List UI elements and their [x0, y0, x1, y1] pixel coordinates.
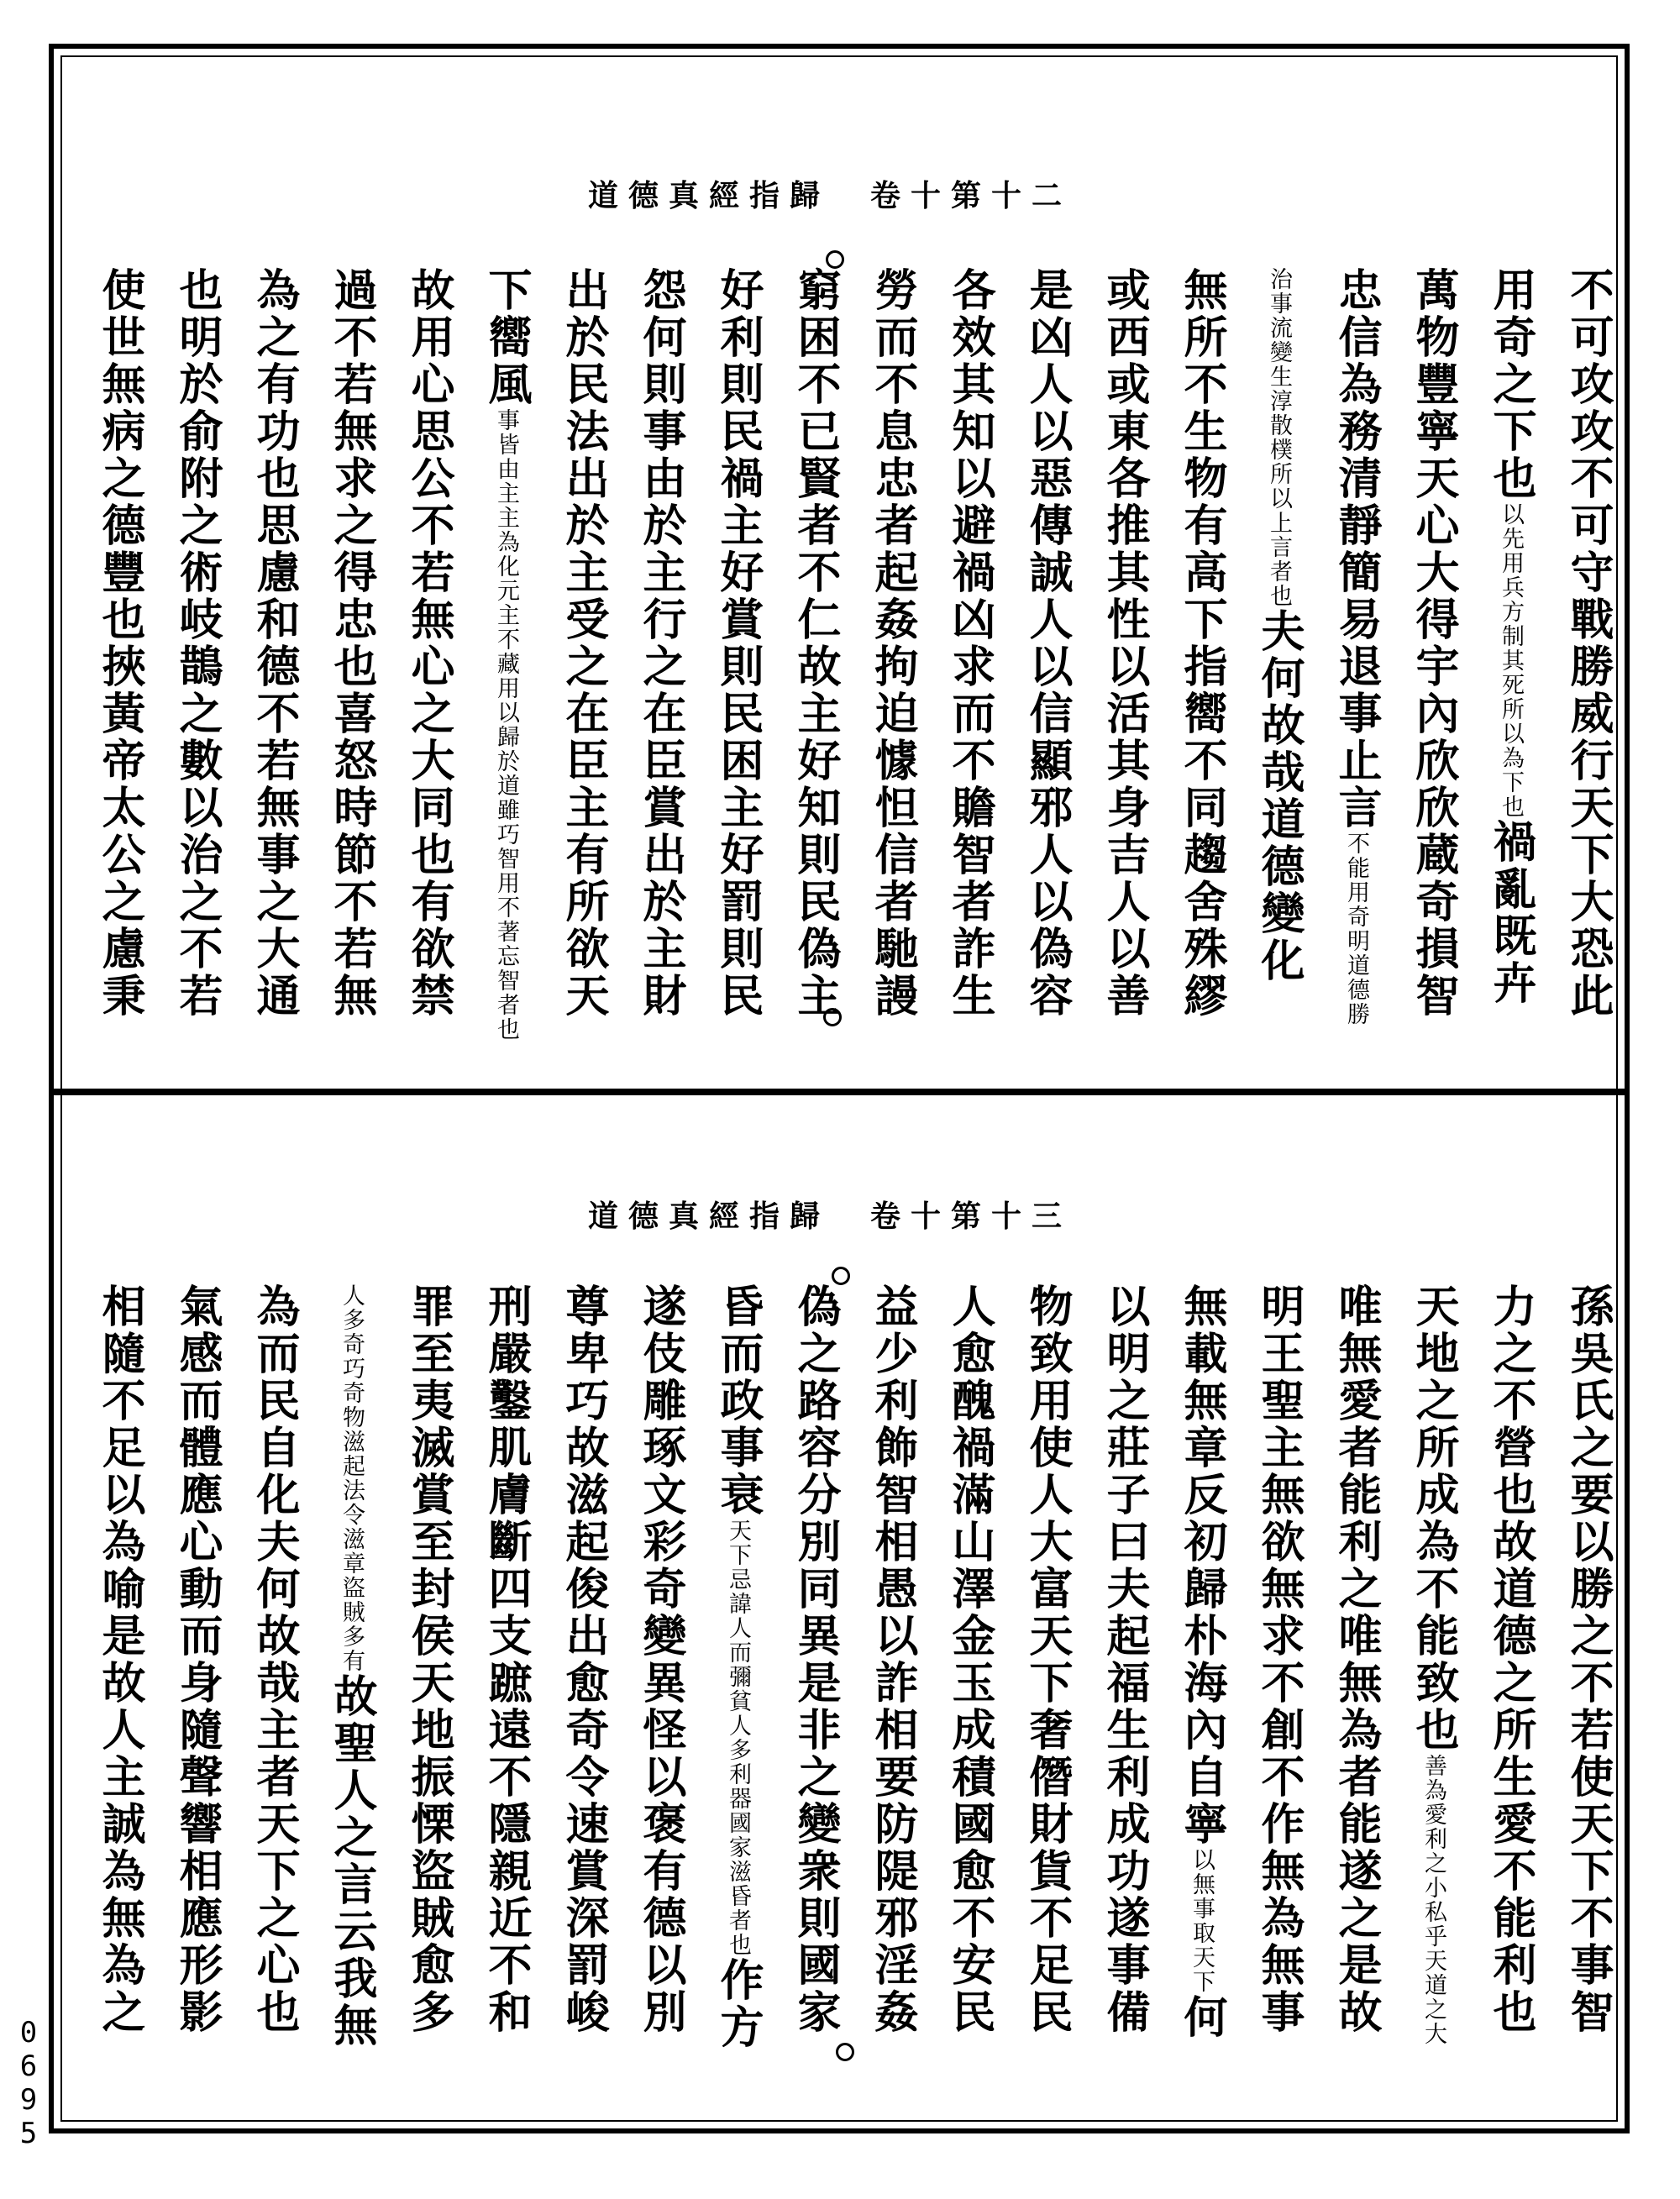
column-main-text: 物致用使人大富天下奢僭財貨不足民 [1021, 1283, 1073, 2036]
text-column [403, 1283, 454, 2036]
column-main-text: 何 [1176, 1994, 1227, 2041]
column-main-text: 故聖人之言云我無 [326, 1673, 377, 2049]
column-main-text: 天地之所成為不能致也 [1408, 1283, 1459, 1754]
text-column [171, 267, 222, 1020]
column-annotation: 善為愛利之小私乎天道之大 [1420, 1754, 1446, 2046]
column-main-text: 或西或東各推其性以活其身吉人以善 [1099, 267, 1150, 1020]
column-main-text: 為之有功也思慮和德不若無事之大通 [249, 267, 300, 1020]
text-column [944, 1283, 995, 2036]
text-column [867, 1283, 917, 2036]
column-annotation: 以先用兵方制其死所以為下也 [1498, 502, 1524, 819]
text-column [94, 1283, 144, 2036]
text-column [1408, 267, 1458, 1020]
section-1-header: 道德真經指歸 卷十第十二 [588, 178, 1073, 213]
text-column [558, 1283, 608, 2036]
text-column [1176, 1283, 1226, 2041]
text-column [480, 1283, 531, 2036]
text-column [1099, 1283, 1149, 2036]
text-column [944, 267, 995, 1020]
column-main-text: 作方 [712, 1957, 764, 2051]
column-main-text: 勞而不息忠者起姦拘迫懅怛信者馳謾 [867, 267, 918, 1020]
text-column [403, 267, 454, 1020]
text-column [558, 267, 608, 1020]
page-number: 0695 [12, 2016, 45, 2150]
text-column [1408, 1283, 1458, 2046]
column-main-text: 偽之路容分別同異是非之變衆則國家 [790, 1283, 841, 2036]
column-annotation: 以無事取天下 [1189, 1848, 1215, 1994]
column-main-text: 故用心思公不若無心之大同也有欲禁 [403, 267, 454, 1020]
column-main-text: 怨何則事由於主行之在臣賞出於主財 [635, 267, 686, 1020]
text-column [867, 267, 917, 1020]
column-annotation: 治事流變生淳散樸所以上言者也 [1266, 267, 1292, 608]
column-main-text: 使世無病之德豐也挾黃帝太公之慮秉 [94, 267, 145, 1020]
page-divider [49, 1089, 1630, 1095]
column-main-text: 昏而政事衰 [712, 1283, 764, 1519]
circle-mark [832, 1267, 850, 1285]
column-main-text: 無所不生物有高下指嚮不同趨舍殊繆 [1176, 267, 1227, 1020]
column-main-text: 不可攻攻不可守戰勝威行天下大恐此 [1562, 267, 1614, 1020]
text-column [790, 267, 840, 1020]
column-main-text: 以明之莊子曰夫起福生利成功遂事備 [1099, 1283, 1150, 2036]
column-main-text: 為而民自化夫何故哉主者天下之心也 [249, 1283, 300, 2036]
text-column [1099, 267, 1149, 1020]
column-annotation: 不能用奇明道德勝 [1343, 832, 1369, 1026]
column-main-text: 唯無愛者能利之唯無為者能遂之是故 [1331, 1283, 1382, 2036]
column-main-text: 是凶人以惡傳誠人以信顯邪人以偽容 [1021, 267, 1073, 1020]
text-column [171, 1283, 222, 2036]
column-main-text: 刑嚴鑿肌膚斷四支蹠遠不隱親近不和 [480, 1283, 532, 2036]
text-column [480, 267, 531, 1042]
column-main-text: 明王聖主無欲無求不創不作無為無事 [1253, 1283, 1305, 2036]
text-column [249, 1283, 299, 2036]
column-main-text: 用奇之下也 [1485, 267, 1536, 502]
column-main-text: 孫吳氏之要以勝之不若使天下不事智 [1562, 1283, 1614, 2036]
text-column [249, 267, 299, 1020]
column-annotation: 天下忌諱人而彌貧人多利器國家滋昏者也 [725, 1519, 751, 1957]
text-column [1253, 1283, 1304, 2036]
column-main-text: 忠信為務清靜簡易退事止言 [1331, 267, 1382, 832]
column-main-text: 遂伎雕琢文彩奇變異怪以褒有德以別 [635, 1283, 686, 2036]
column-main-text: 萬物豐寧天心大得宇內欣欣蔵奇損智 [1408, 267, 1459, 1020]
column-main-text: 罪至夷滅賞至封侯天地振慄盜賊愈多 [403, 1283, 454, 2036]
text-column [1331, 1283, 1381, 2036]
text-column [1562, 267, 1613, 1020]
text-column [326, 1283, 376, 2049]
column-main-text: 無載無章反初歸朴海內自寧 [1176, 1283, 1227, 1848]
text-column [1253, 267, 1304, 984]
circle-mark [826, 250, 844, 269]
text-column [1485, 1283, 1536, 2036]
text-column [635, 1283, 685, 2036]
column-annotation: 人多奇巧奇物滋起法令滋章盜賊多有 [339, 1283, 365, 1673]
text-column [1021, 267, 1072, 1020]
text-column [1331, 267, 1381, 1026]
column-main-text: 力之不營也故道德之所生愛不能利也 [1485, 1283, 1536, 2036]
text-column [1021, 1283, 1072, 2036]
text-column [712, 1283, 763, 2051]
column-main-text: 相隨不足以為喻是故人主誠為無為之 [94, 1283, 145, 2036]
circle-mark [836, 2043, 854, 2061]
column-main-text: 窮困不已賢者不仁故主好知則民偽主 [790, 267, 841, 1020]
column-main-text: 夫何故哉道德變化 [1253, 608, 1305, 984]
column-main-text: 禍亂既𠦄 [1485, 819, 1536, 1007]
text-column [326, 267, 376, 1020]
text-column [635, 267, 685, 1020]
column-main-text: 過不若無求之得忠也喜怒時節不若無 [326, 267, 377, 1020]
text-column [712, 267, 763, 1020]
column-main-text: 出於民法出於主受之在臣主有所欲天 [558, 267, 609, 1020]
column-annotation: 事皆由主主為化元主不藏用以歸於道雖巧智用不著忘智者也 [493, 408, 519, 1042]
text-column [1176, 267, 1226, 1020]
column-main-text: 各效其知以避禍凶求而不贍智者詐生 [944, 267, 995, 1020]
text-column [1485, 267, 1536, 1007]
text-column [94, 267, 144, 1020]
text-column [1562, 1283, 1613, 2036]
column-main-text: 氣感而體應心動而身隨聲響相應形影 [171, 1283, 223, 2036]
text-column [790, 1283, 840, 2036]
column-main-text: 益少利飾智相愚以詐相要防隄邪淫姦 [867, 1283, 918, 2036]
section-2-header: 道德真經指歸 卷十第十三 [588, 1199, 1073, 1234]
column-main-text: 下嚮風 [480, 267, 532, 408]
column-main-text: 好利則民禍主好賞則民困主好罰則民 [712, 267, 764, 1020]
column-main-text: 人愈醜禍滿山澤金玉成積國愈不安民 [944, 1283, 995, 2036]
column-main-text: 尊卑巧故滋起俊出愈奇令速賞深罰峻 [558, 1283, 609, 2036]
column-main-text: 也明於俞附之術岐鵲之數以治之不若 [171, 267, 223, 1020]
